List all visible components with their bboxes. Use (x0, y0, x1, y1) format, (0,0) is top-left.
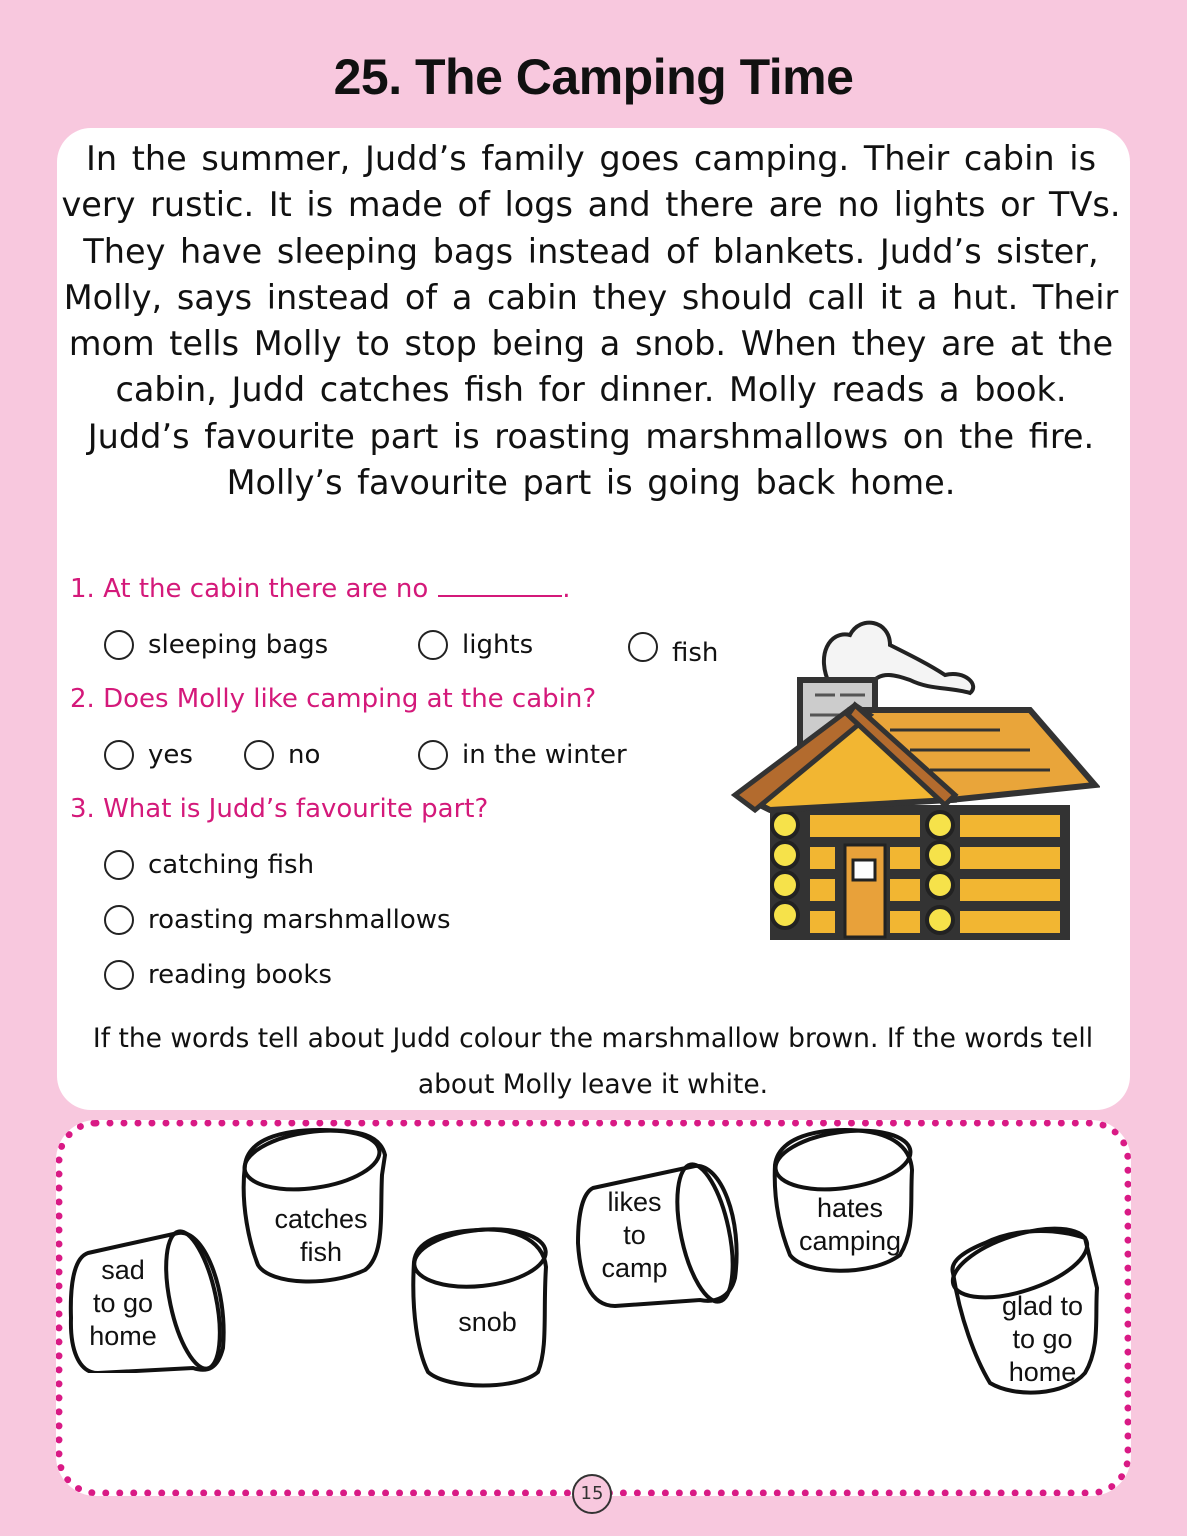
answer-blank (438, 595, 562, 597)
q2-option-in-the-winter[interactable]: in the winter (418, 740, 627, 770)
question-2: 2. Does Molly like camping at the cabin? (70, 684, 597, 714)
radio-button[interactable] (104, 960, 134, 990)
marshmallow-label: catches fish (274, 1204, 368, 1267)
page-number: 15 (572, 1474, 612, 1514)
q3-option-reading-books[interactable]: reading books (104, 960, 332, 990)
q3-option-catching-fish[interactable]: catching fish (104, 850, 314, 880)
radio-button[interactable] (418, 740, 448, 770)
q2-option-no[interactable]: no (244, 740, 320, 770)
colouring-instruction: If the words tell about Judd colour the marshmallow brown. If the words tell about Molly leave it white. (92, 1023, 1094, 1100)
marshmallow-label: hates camping (798, 1193, 902, 1256)
log-cabin-icon (730, 615, 1100, 955)
q3-option-roasting-marshmallows[interactable]: roasting marshmallows (104, 905, 451, 935)
question-3: 3. What is Judd’s favourite part? (70, 794, 489, 824)
marshmallow-label: sad to go home (89, 1255, 157, 1351)
q1-option-fish[interactable]: fish (628, 632, 718, 662)
radio-button[interactable] (104, 850, 134, 880)
radio-button[interactable] (628, 632, 658, 662)
radio-button[interactable] (104, 740, 134, 770)
q1-option-sleeping-bags[interactable]: sleeping bags (104, 630, 328, 660)
marshmallow-label: snob (458, 1307, 517, 1337)
marshmallow-label: likes to camp (601, 1187, 668, 1283)
question-1: 1. At the cabin there are no . (70, 574, 571, 604)
q2-option-yes[interactable]: yes (104, 740, 193, 770)
question-1-text: 1. At the cabin there are no (70, 574, 429, 604)
page-title: 25. The Camping Time (333, 49, 854, 105)
reading-passage: In the summer, Judd’s family goes camping. Their cabin is very rustic. It is made of logs and there are no lights or TVs. They have sleeping bags instead of blankets. Judd’s sister, Molly, says instead of a cabin they should call it a hut. Their mom tells Molly to stop being a snob. When they are at the cabin, Judd catches fish for dinner. Molly reads a book. Judd’s favourite part is roasting marshmallows on the fire. Molly’s favourite part is going back home. (61, 139, 1121, 503)
q1-option-lights[interactable]: lights (418, 630, 533, 660)
marshmallow-label: glad to to go home (1001, 1291, 1084, 1387)
radio-button[interactable] (104, 630, 134, 660)
radio-button[interactable] (244, 740, 274, 770)
radio-button[interactable] (418, 630, 448, 660)
radio-button[interactable] (104, 905, 134, 935)
